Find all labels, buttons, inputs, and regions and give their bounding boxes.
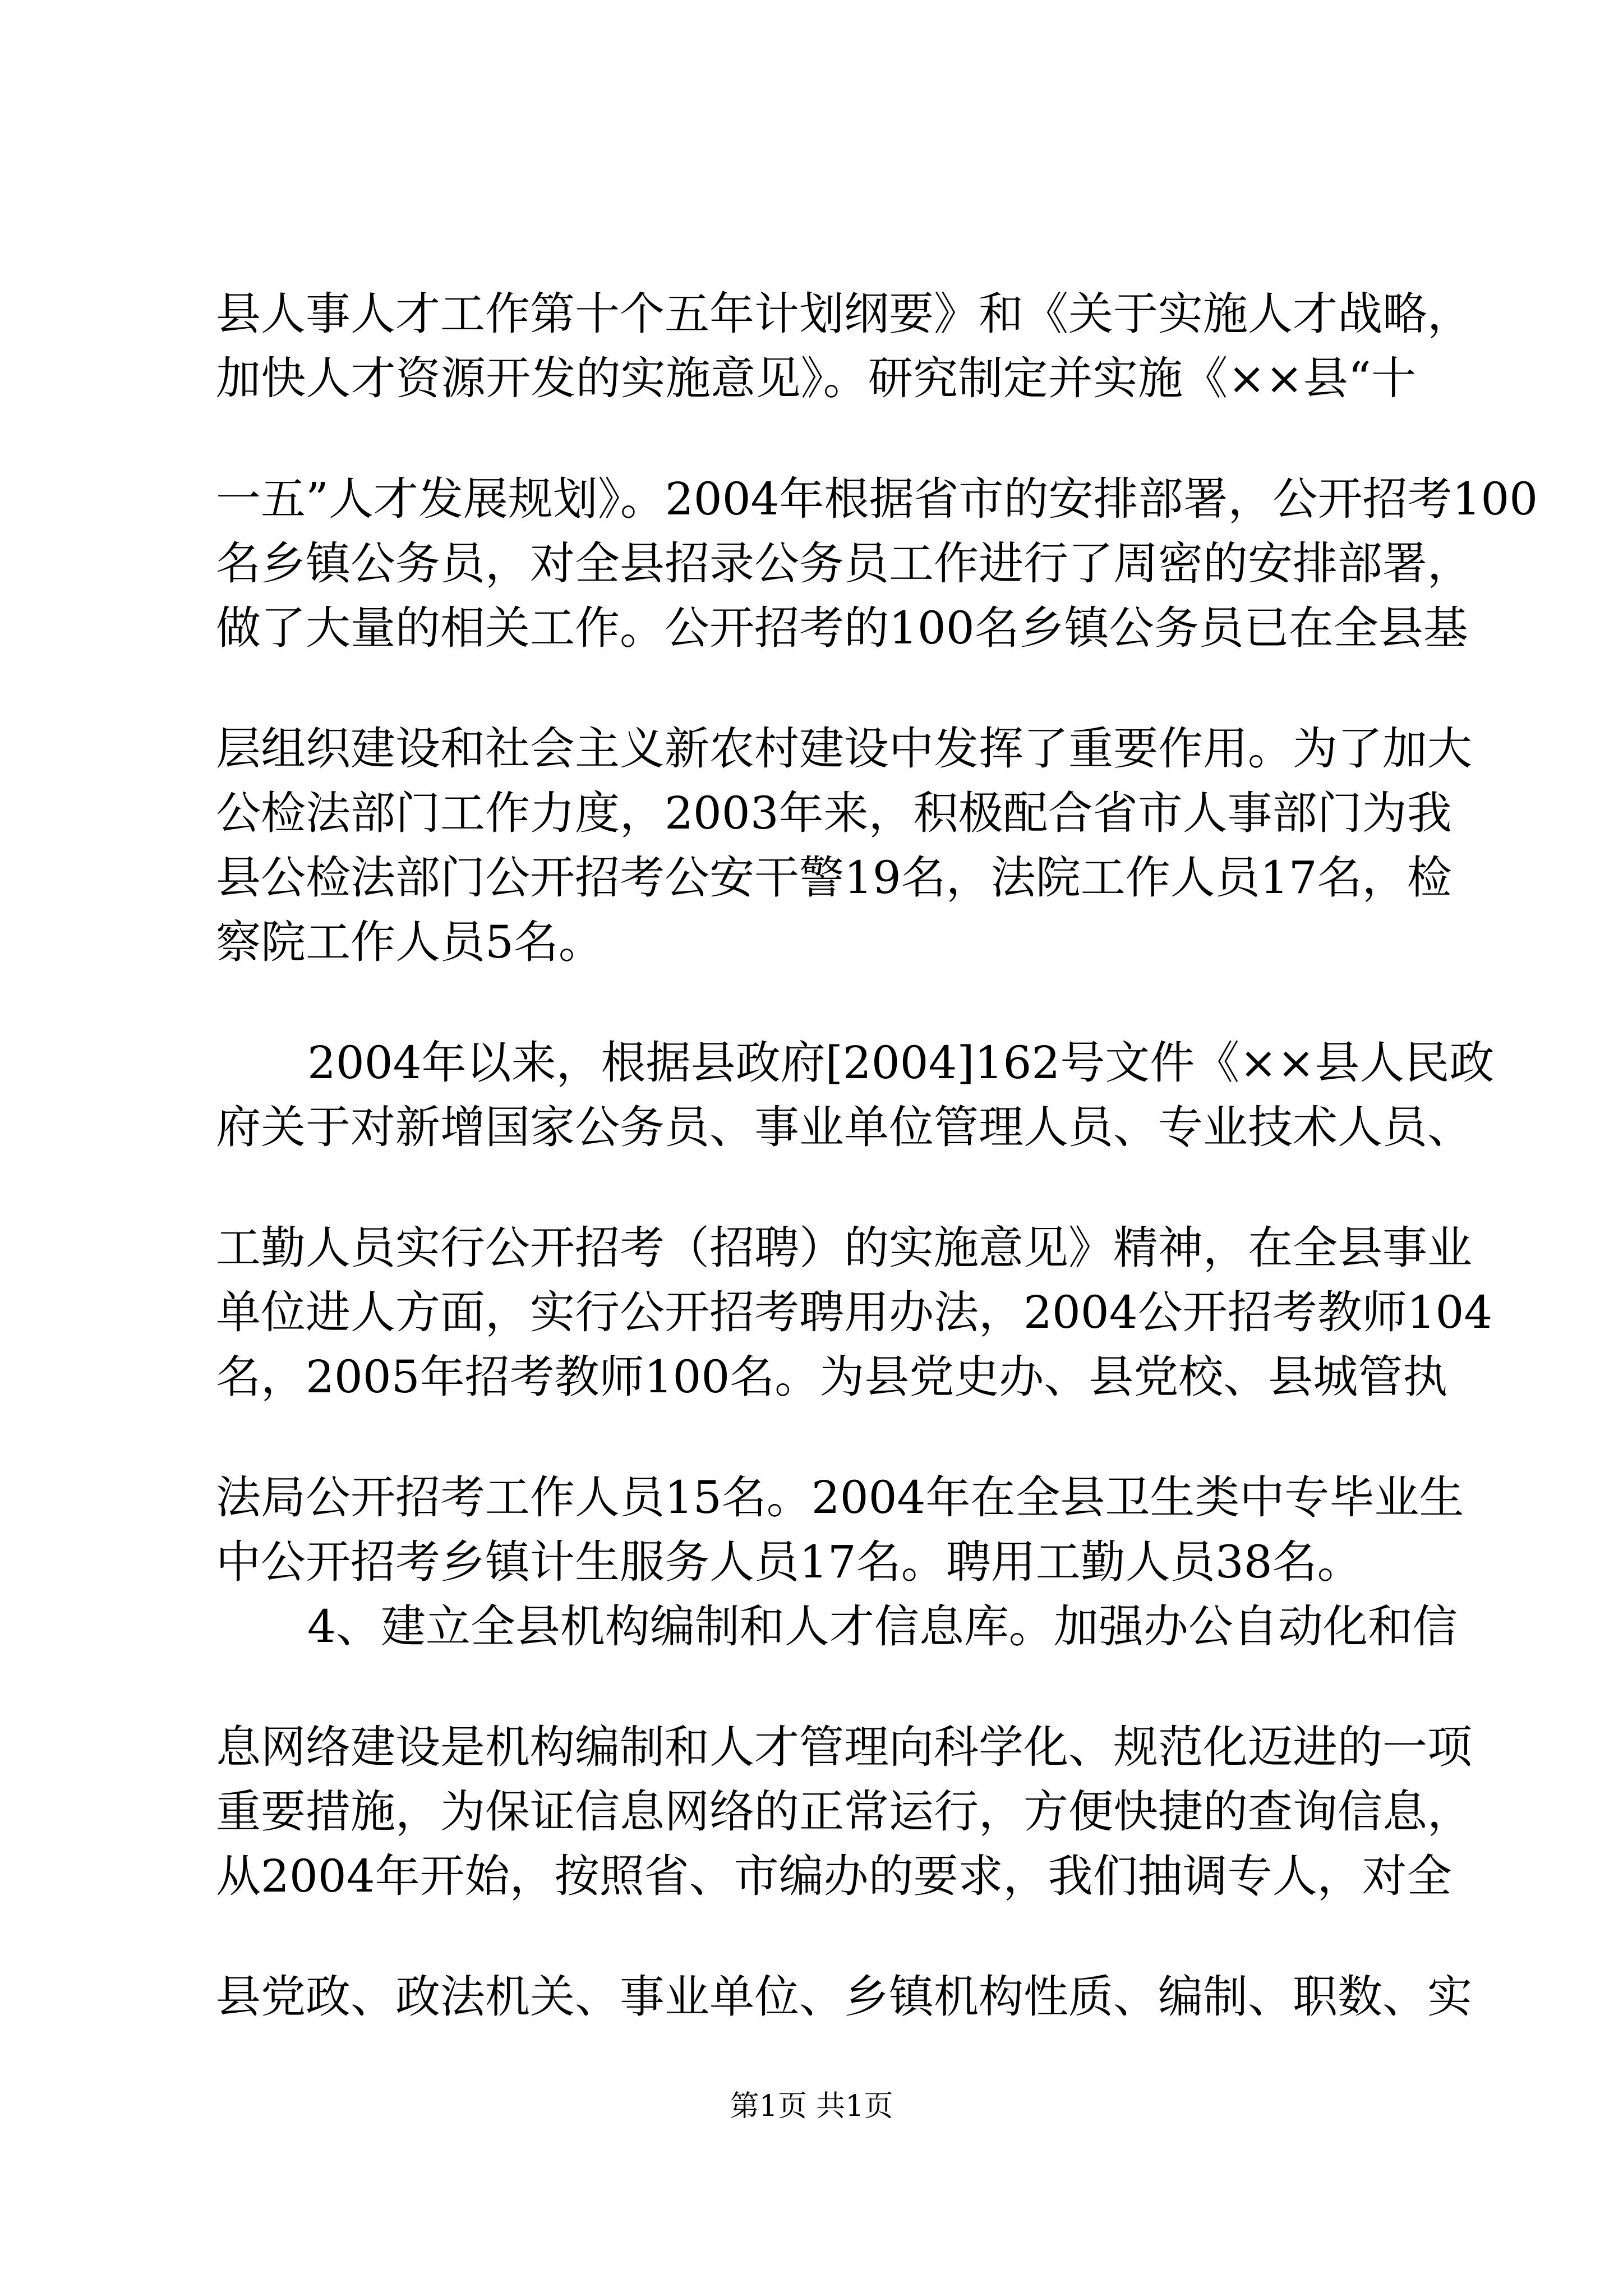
text-line: 加快人才资源开发的实施意见》。研究制定并实施《××县“十 [216,352,1416,404]
text-line: 息网络建设是机构编制和人才管理向科学化、规范化迈进的一项 [216,1721,1472,1773]
text-line: 单位进人方面，实行公开招考聘用办法，2004公开招考教师104 [216,1286,1493,1338]
text-line: 4、建立全县机构编制和人才信息库。加强办公自动化和信 [307,1600,1458,1653]
text-line: 层组织建设和社会主义新农村建设中发挥了重要作用。为了加大 [216,723,1472,775]
text-line: 县公检法部门公开招考公安干警19名，法院工作人员17名，检 [216,852,1452,904]
page-footer: 第1页 共1页 [730,2090,893,2123]
text-line: 府关于对新增国家公务员、事业单位管理人员、专业技术人员、 [216,1101,1472,1153]
text-line: 县人事人才工作第十个五年计划纲要》和《关于实施人才战略， [216,288,1472,340]
text-line: 名，2005年招考教师100名。为县党史办、县党校、县城管执 [216,1351,1448,1403]
text-line: 做了大量的相关工作。公开招考的100名乡镇公务员已在全县基 [216,602,1468,654]
text-line: 工勤人员实行公开招考（招聘）的实施意见》精神，在全县事业 [216,1222,1472,1274]
text-line: 一五”人才发展规划》。2004年根据省市的安排部署，公开招考100 [216,473,1538,525]
text-line: 中公开招考乡镇计生服务人员17名。聘用工勤人员38名。 [216,1536,1362,1588]
text-line: 公检法部门工作力度，2003年来，积极配合省市人事部门为我 [216,787,1452,839]
text-line: 从2004年开始，按照省、市编办的要求，我们抽调专人，对全 [216,1850,1452,1902]
text-line: 2004年以来，根据县政府[2004]162号文件《××县人民政 [307,1037,1495,1089]
text-line: 名乡镇公务员，对全县招录公务员工作进行了周密的安排部署， [216,537,1472,590]
text-line: 察院工作人员5名。 [216,916,603,968]
text-line: 重要措施，为保证信息网络的正常运行，方便快捷的查询信息， [216,1786,1472,1838]
text-line: 县党政、政法机关、事业单位、乡镇机构性质、编制、职数、实 [216,1971,1472,2023]
text-line: 法局公开招考工作人员15名。2004年在全县卫生类中专毕业生 [216,1471,1464,1524]
